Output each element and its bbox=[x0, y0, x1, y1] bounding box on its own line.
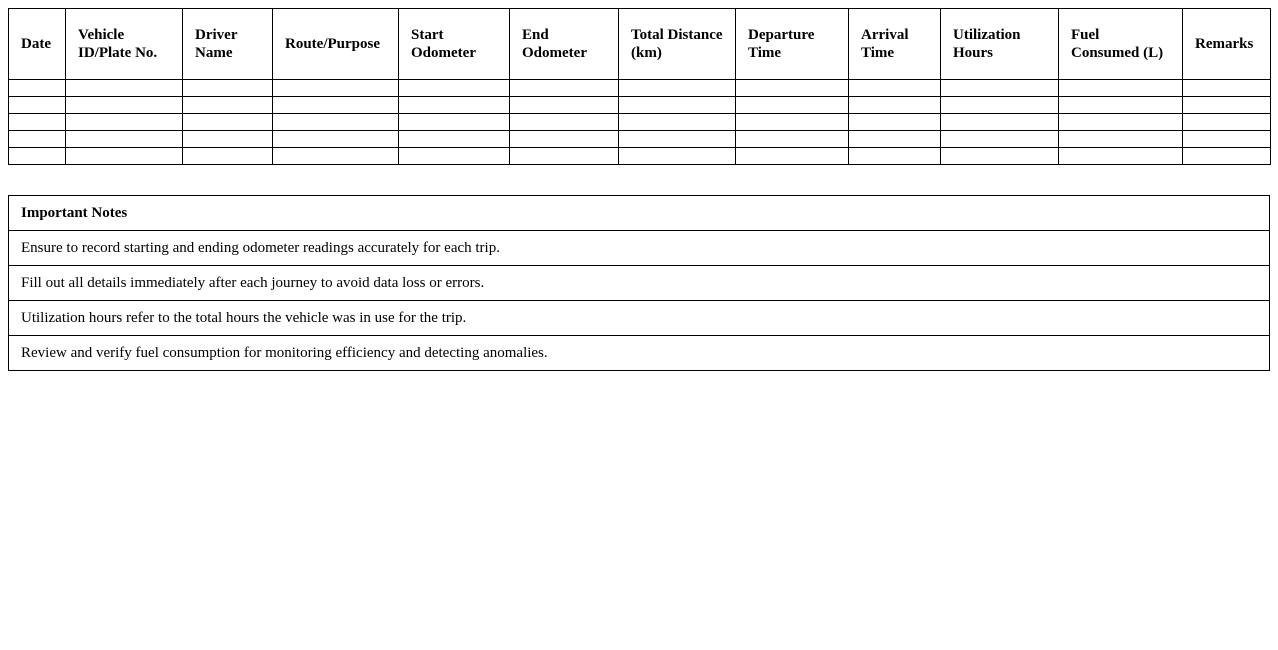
vehicle-log-table bbox=[8, 8, 1271, 165]
table-row bbox=[9, 114, 1271, 131]
table-cell bbox=[273, 97, 399, 114]
table-cell bbox=[183, 148, 273, 165]
table-cell bbox=[9, 114, 66, 131]
column-header-total-distance: Total Distance (km) bbox=[619, 9, 736, 80]
column-header-driver-name: Driver Name bbox=[183, 9, 273, 80]
table-cell bbox=[941, 114, 1059, 131]
table-cell bbox=[1183, 97, 1271, 114]
table-cell bbox=[1059, 97, 1183, 114]
table-cell bbox=[399, 131, 510, 148]
table-cell bbox=[849, 114, 941, 131]
table-cell bbox=[66, 131, 183, 148]
table-cell bbox=[273, 114, 399, 131]
table-cell bbox=[849, 80, 941, 97]
table-cell bbox=[273, 131, 399, 148]
table-row bbox=[9, 97, 1271, 114]
table-cell bbox=[736, 97, 849, 114]
table-cell bbox=[1183, 148, 1271, 165]
table-cell bbox=[736, 148, 849, 165]
notes-heading-row bbox=[9, 196, 1270, 231]
table-cell bbox=[736, 131, 849, 148]
column-header-departure-time: Departure Time bbox=[736, 9, 849, 80]
column-header-start-odometer: Start Odometer bbox=[399, 9, 510, 80]
table-cell bbox=[849, 97, 941, 114]
table-cell bbox=[941, 148, 1059, 165]
column-header-arrival-time: Arrival Time bbox=[849, 9, 941, 80]
note-row bbox=[9, 231, 1270, 266]
table-cell bbox=[399, 148, 510, 165]
table-cell bbox=[66, 114, 183, 131]
note-row bbox=[9, 336, 1270, 371]
table-cell bbox=[510, 97, 619, 114]
table-cell bbox=[399, 97, 510, 114]
note-row bbox=[9, 266, 1270, 301]
column-header-vehicle-id: Vehicle ID/Plate No. bbox=[66, 9, 183, 80]
table-cell bbox=[66, 97, 183, 114]
column-header-utilization-hours: Utilization Hours bbox=[941, 9, 1059, 80]
table-row bbox=[9, 148, 1271, 165]
note-item: Utilization hours refer to the total hours the vehicle was in use for the trip. bbox=[9, 301, 1270, 336]
table-cell bbox=[510, 148, 619, 165]
header-row bbox=[9, 9, 1271, 80]
note-item: Ensure to record starting and ending odometer readings accurately for each trip. bbox=[9, 231, 1270, 266]
table-cell bbox=[183, 80, 273, 97]
column-header-date: Date bbox=[9, 9, 66, 80]
table-cell bbox=[1059, 131, 1183, 148]
table-cell bbox=[941, 80, 1059, 97]
table-cell bbox=[9, 131, 66, 148]
column-header-fuel-consumed: Fuel Consumed (L) bbox=[1059, 9, 1183, 80]
column-header-end-odometer: End Odometer bbox=[510, 9, 619, 80]
table-cell bbox=[183, 131, 273, 148]
table-cell bbox=[1059, 114, 1183, 131]
table-cell bbox=[399, 80, 510, 97]
table-cell bbox=[1183, 80, 1271, 97]
table-cell bbox=[1183, 114, 1271, 131]
table-cell bbox=[619, 131, 736, 148]
table-cell bbox=[1059, 148, 1183, 165]
table-cell bbox=[66, 80, 183, 97]
table-cell bbox=[9, 80, 66, 97]
table-cell bbox=[619, 97, 736, 114]
table-cell bbox=[941, 97, 1059, 114]
table-cell bbox=[399, 114, 510, 131]
table-cell bbox=[736, 80, 849, 97]
important-notes-table bbox=[8, 195, 1270, 371]
table-cell bbox=[66, 148, 183, 165]
table-cell bbox=[510, 131, 619, 148]
table-cell bbox=[736, 114, 849, 131]
table-cell bbox=[619, 114, 736, 131]
table-cell bbox=[1059, 80, 1183, 97]
table-row bbox=[9, 131, 1271, 148]
note-row bbox=[9, 301, 1270, 336]
notes-title: Important Notes bbox=[9, 196, 1270, 231]
table-row bbox=[9, 80, 1271, 97]
note-item: Review and verify fuel consumption for monitoring efficiency and detecting anomalies. bbox=[9, 336, 1270, 371]
table-cell bbox=[183, 114, 273, 131]
table-cell bbox=[510, 80, 619, 97]
table-cell bbox=[273, 80, 399, 97]
column-header-remarks: Remarks bbox=[1183, 9, 1271, 80]
column-header-route-purpose: Route/Purpose bbox=[273, 9, 399, 80]
table-cell bbox=[510, 114, 619, 131]
table-cell bbox=[9, 148, 66, 165]
table-cell bbox=[941, 131, 1059, 148]
table-cell bbox=[9, 97, 66, 114]
table-cell bbox=[619, 148, 736, 165]
table-cell bbox=[619, 80, 736, 97]
table-cell bbox=[849, 131, 941, 148]
table-cell bbox=[849, 148, 941, 165]
table-cell bbox=[273, 148, 399, 165]
table-cell bbox=[1183, 131, 1271, 148]
note-item: Fill out all details immediately after each journey to avoid data loss or errors. bbox=[9, 266, 1270, 301]
table-cell bbox=[183, 97, 273, 114]
